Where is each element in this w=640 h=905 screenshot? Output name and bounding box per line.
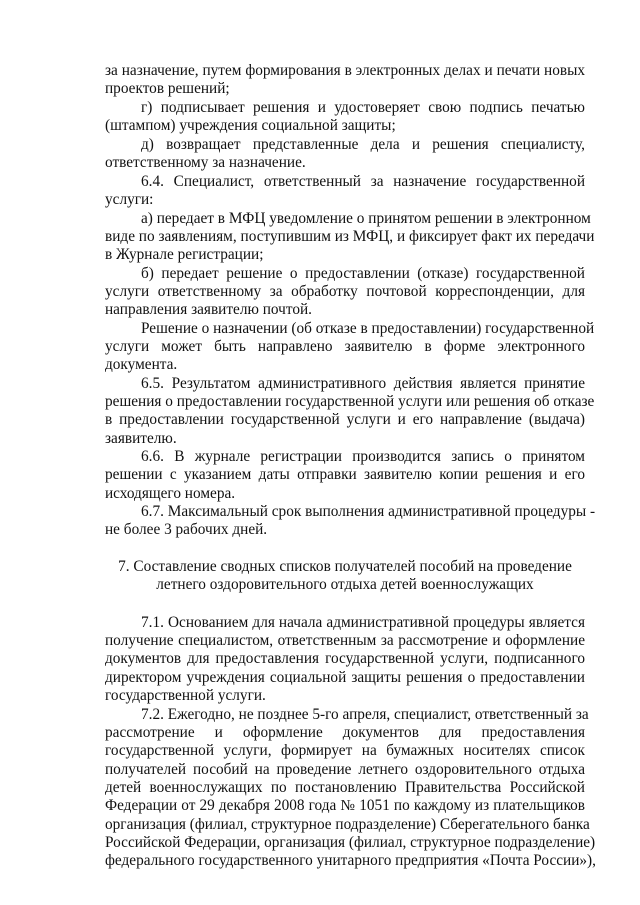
paragraph-line: Решение о назначении (об отказе в предоставлении) государственной [141,320,595,337]
paragraph-line: виде по заявлениям, поступившим из МФЦ, и фиксирует факт их передачи [105,228,595,245]
paragraph-line: услуги ответственному за обработку почтовой корреспонденции, для [105,283,585,300]
paragraph-line: детей военнослужащих по постановлению Правительства Российской [105,779,585,796]
paragraph-line: проектов решений; [105,80,230,97]
list-item-b: б) передает решение о предоставлении (отказе) государственной [141,265,585,282]
paragraph-line: государственной услуги, формирует на бумажных носителях список [105,742,585,759]
section-heading: 7. Составление сводных списков получателей пособий на проведение [118,558,572,575]
paragraph-line: в предоставлении государственной услуги и его направление (выдача) [105,411,585,428]
clause-6-7: 6.7. Максимальный срок выполнения административной процедуры - [141,503,596,520]
paragraph-line: получение специалистом, ответственным за рассмотрение и оформление [105,632,585,649]
paragraph-line: (штампом) учреждения социальной защиты; [105,117,396,134]
paragraph-line: организация (филиал, структурное подразделение) Сберегательного банка [105,816,590,833]
paragraph-line: направления заявителю почтой. [105,301,312,318]
paragraph-line: услуги может быть направлено заявителю в форме электронного [105,338,585,355]
paragraph-line: документа. [105,356,178,373]
clause-6-5: 6.5. Результатом административного действия является принятие [141,375,585,392]
paragraph-line: за назначение, путем формирования в электронных делах и печати новых [105,62,585,79]
clause-6-4: 6.4. Специалист, ответственный за назначение государственной [141,173,585,190]
paragraph-line: исходящего номера. [105,485,236,502]
paragraph-line: документов для предоставления государственной услуги, подписанного [105,650,585,667]
list-item-a: а) передает в МФЦ уведомление о принятом решении в электронном [141,210,591,227]
paragraph-line: решения о предоставлении государственной услуги или решения об отказе [105,393,595,410]
paragraph-line: не более 3 рабочих дней. [105,521,268,538]
paragraph-line: в Журнале регистрации; [105,246,264,263]
paragraph-line: рассмотрение и оформление документов для предоставления [105,724,585,741]
list-item-g: г) подписывает решения и удостоверяет свою подпись печатью [141,99,585,116]
clause-7-2: 7.2. Ежегодно, не позднее 5-го апреля, специалист, ответственный за [141,706,589,723]
paragraph-line: директором учреждения социальной защиты решения о предоставлении [105,669,585,686]
clause-6-6: 6.6. В журнале регистрации производится запись о принятом [141,448,585,465]
paragraph-line: федерального государственного унитарного предприятия «Почта России»), [105,852,596,869]
paragraph-line: ответственному за назначение. [105,154,306,171]
paragraph-line: услуги: [105,191,154,208]
paragraph-line: Российской Федерации, организация (филиал, структурное подразделение) [105,834,596,851]
clause-7-1: 7.1. Основанием для начала административной процедуры является [141,614,585,631]
paragraph-line: получателей пособий на проведение летнего оздоровительного отдыха [105,761,585,778]
section-heading: летнего оздоровительного отдыха детей военнослужащих [156,576,534,593]
paragraph-line: государственной услуги. [105,687,266,704]
paragraph-line: решении с указанием даты отправки заявителю копии решения и его [105,466,585,483]
paragraph-line: заявителю. [105,430,177,447]
list-item-d: д) возвращает представленные дела и решения специалисту, [141,136,585,153]
paragraph-line: Федерации от 29 декабря 2008 года № 1051 по каждому из плательщиков [105,797,585,814]
